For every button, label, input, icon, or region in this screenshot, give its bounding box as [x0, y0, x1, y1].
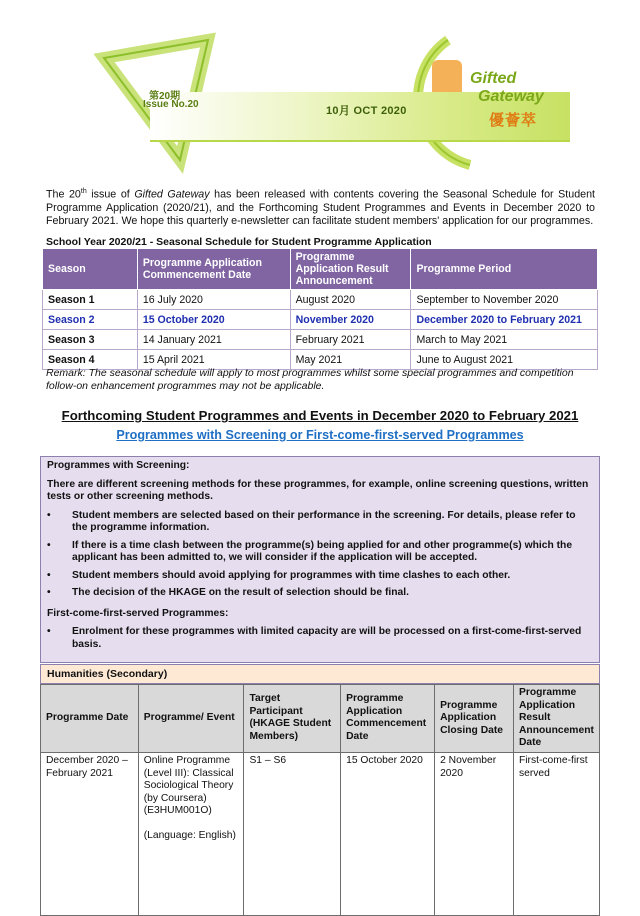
logo-gateway: Gateway	[478, 88, 544, 105]
forthcoming-subtitle-link[interactable]: Programmes with Screening or First-come-first-served Programmes	[116, 428, 524, 442]
schedule-cell: 15 October 2020	[137, 310, 290, 330]
schedule-remark: Remark: The seasonal schedule will apply to most programmes whilst some special programmes and competition follow-on enhancement programmes may not be applicable.	[46, 367, 574, 392]
programme-header: Programme/ Event	[138, 685, 244, 753]
schedule-cell: Season 1	[43, 290, 138, 310]
logo-gifted: Gifted	[470, 70, 517, 87]
schedule-header: Programme Application Commencement Date	[137, 249, 290, 290]
table-row	[41, 752, 600, 915]
programme-header: Programme Application Commencement Date	[341, 685, 435, 753]
issue-cn: 第20期	[149, 91, 181, 102]
screening-heading: Programmes with Screening:	[47, 460, 190, 471]
bullet-icon: •	[47, 509, 51, 521]
schedule-row	[43, 290, 598, 310]
intro-text-1: The 20	[46, 188, 81, 201]
schedule-cell: September to November 2020	[411, 290, 598, 310]
programme-event-name: Online Programme (Level III): Classical Sociological Theory (by Coursera) (E3HUM001O)	[143, 754, 234, 817]
intro-text-3: has been released with contents covering the Seasonal Schedule for Student Programme Application (2020/21), and the Forthcoming Student Programmes and Events in December 2020 to February 2021. We hope this quarterly e-newsletter can facilitate student members' application for our programmes.	[46, 188, 595, 228]
schedule-row	[43, 330, 598, 350]
bullet-icon: •	[47, 569, 51, 581]
schedule-row-current	[43, 310, 598, 330]
list-item	[47, 626, 593, 651]
schedule-cell: 14 January 2021	[137, 330, 290, 350]
bullet-text: Enrolment for these programmes with limited capacity are will be processed on a first-come-first-served basis.	[72, 626, 582, 650]
schedule-cell: Season 3	[43, 330, 138, 350]
bullet-icon: •	[47, 539, 51, 551]
schedule-cell: August 2020	[290, 290, 411, 310]
bullet-text: If there is a time clash between the programme(s) being applied for and other programme(s) which the applicant has been admitted to, we will consider if the application will be accepted.	[72, 539, 573, 563]
schedule-cell: December 2020 to February 2021	[411, 310, 598, 330]
programme-event	[138, 752, 244, 915]
newsletter-header	[0, 0, 640, 180]
schedule-cell: March to May 2021	[411, 330, 598, 350]
forthcoming-title: Forthcoming Student Programmes and Events in December 2020 to February 2021	[61, 408, 579, 423]
issue-date: 10月 OCT 2020	[326, 105, 407, 117]
programme-header: Programme Application Result Announcement Date	[513, 685, 599, 753]
programme-header: Programme Date	[41, 685, 139, 753]
schedule-cell: 15 April 2021	[137, 350, 290, 370]
intro-paragraph	[46, 185, 595, 228]
schedule-cell: Season 2	[43, 310, 138, 330]
programme-header-row	[41, 685, 600, 753]
schedule-cell: Season 4	[43, 350, 138, 370]
schedule-header: Programme Period	[411, 249, 598, 290]
schedule-cell: February 2021	[290, 330, 411, 350]
schedule-header-row	[43, 249, 598, 290]
schedule-header: Season	[43, 249, 138, 290]
schedule-table	[42, 248, 598, 370]
programme-commence: 15 October 2020	[341, 752, 435, 915]
fcfs-heading: First-come-first-served Programmes:	[47, 607, 229, 619]
humanities-section-title: Humanities (Secondary)	[40, 664, 600, 684]
bullet-icon: •	[47, 626, 51, 637]
list-item	[47, 587, 593, 600]
intro-text-2: issue of	[86, 188, 135, 201]
list-item	[47, 540, 593, 565]
header-graphic	[0, 0, 640, 180]
programme-header: Target Participant (HKAGE Student Members)	[244, 685, 341, 753]
logo-chinese: 優薈萃	[489, 112, 538, 129]
bullet-text: Student members are selected based on their performance in the screening. For details, please refer to the programme information.	[72, 509, 576, 533]
list-item	[47, 570, 593, 583]
screening-info-box	[40, 456, 600, 663]
schedule-cell: May 2021	[290, 350, 411, 370]
schedule-cell: June to August 2021	[411, 350, 598, 370]
screening-lead: There are different screening methods for these programmes, for example, online screening questions, written tests or other screening methods.	[47, 478, 589, 502]
bullet-icon: •	[47, 587, 51, 598]
programme-closing: 2 November 2020	[435, 752, 514, 915]
programme-table	[40, 684, 600, 916]
programme-target: S1 – S6	[244, 752, 341, 915]
bullet-text: The decision of the HKAGE on the result of selection should be final.	[72, 587, 409, 598]
programme-date: December 2020 – February 2021	[41, 752, 139, 915]
schedule-cell: November 2020	[290, 310, 411, 330]
schedule-cell: 16 July 2020	[137, 290, 290, 310]
bullet-text: Student members should avoid applying for programmes with time clashes to each other.	[72, 569, 511, 581]
programme-header: Programme Application Closing Date	[435, 685, 514, 753]
issue-number: Issue No.20	[143, 99, 199, 110]
list-item	[47, 510, 593, 535]
intro-title-italic: Gifted Gateway	[134, 188, 210, 201]
intro-sup: th	[80, 188, 87, 195]
schedule-title: School Year 2020/21 - Seasonal Schedule for Student Programme Application	[46, 236, 432, 248]
programme-result: First-come-first served	[513, 752, 599, 915]
programme-language: (Language: English)	[143, 829, 236, 841]
schedule-header: Programme Application Result Announcement	[290, 249, 411, 290]
